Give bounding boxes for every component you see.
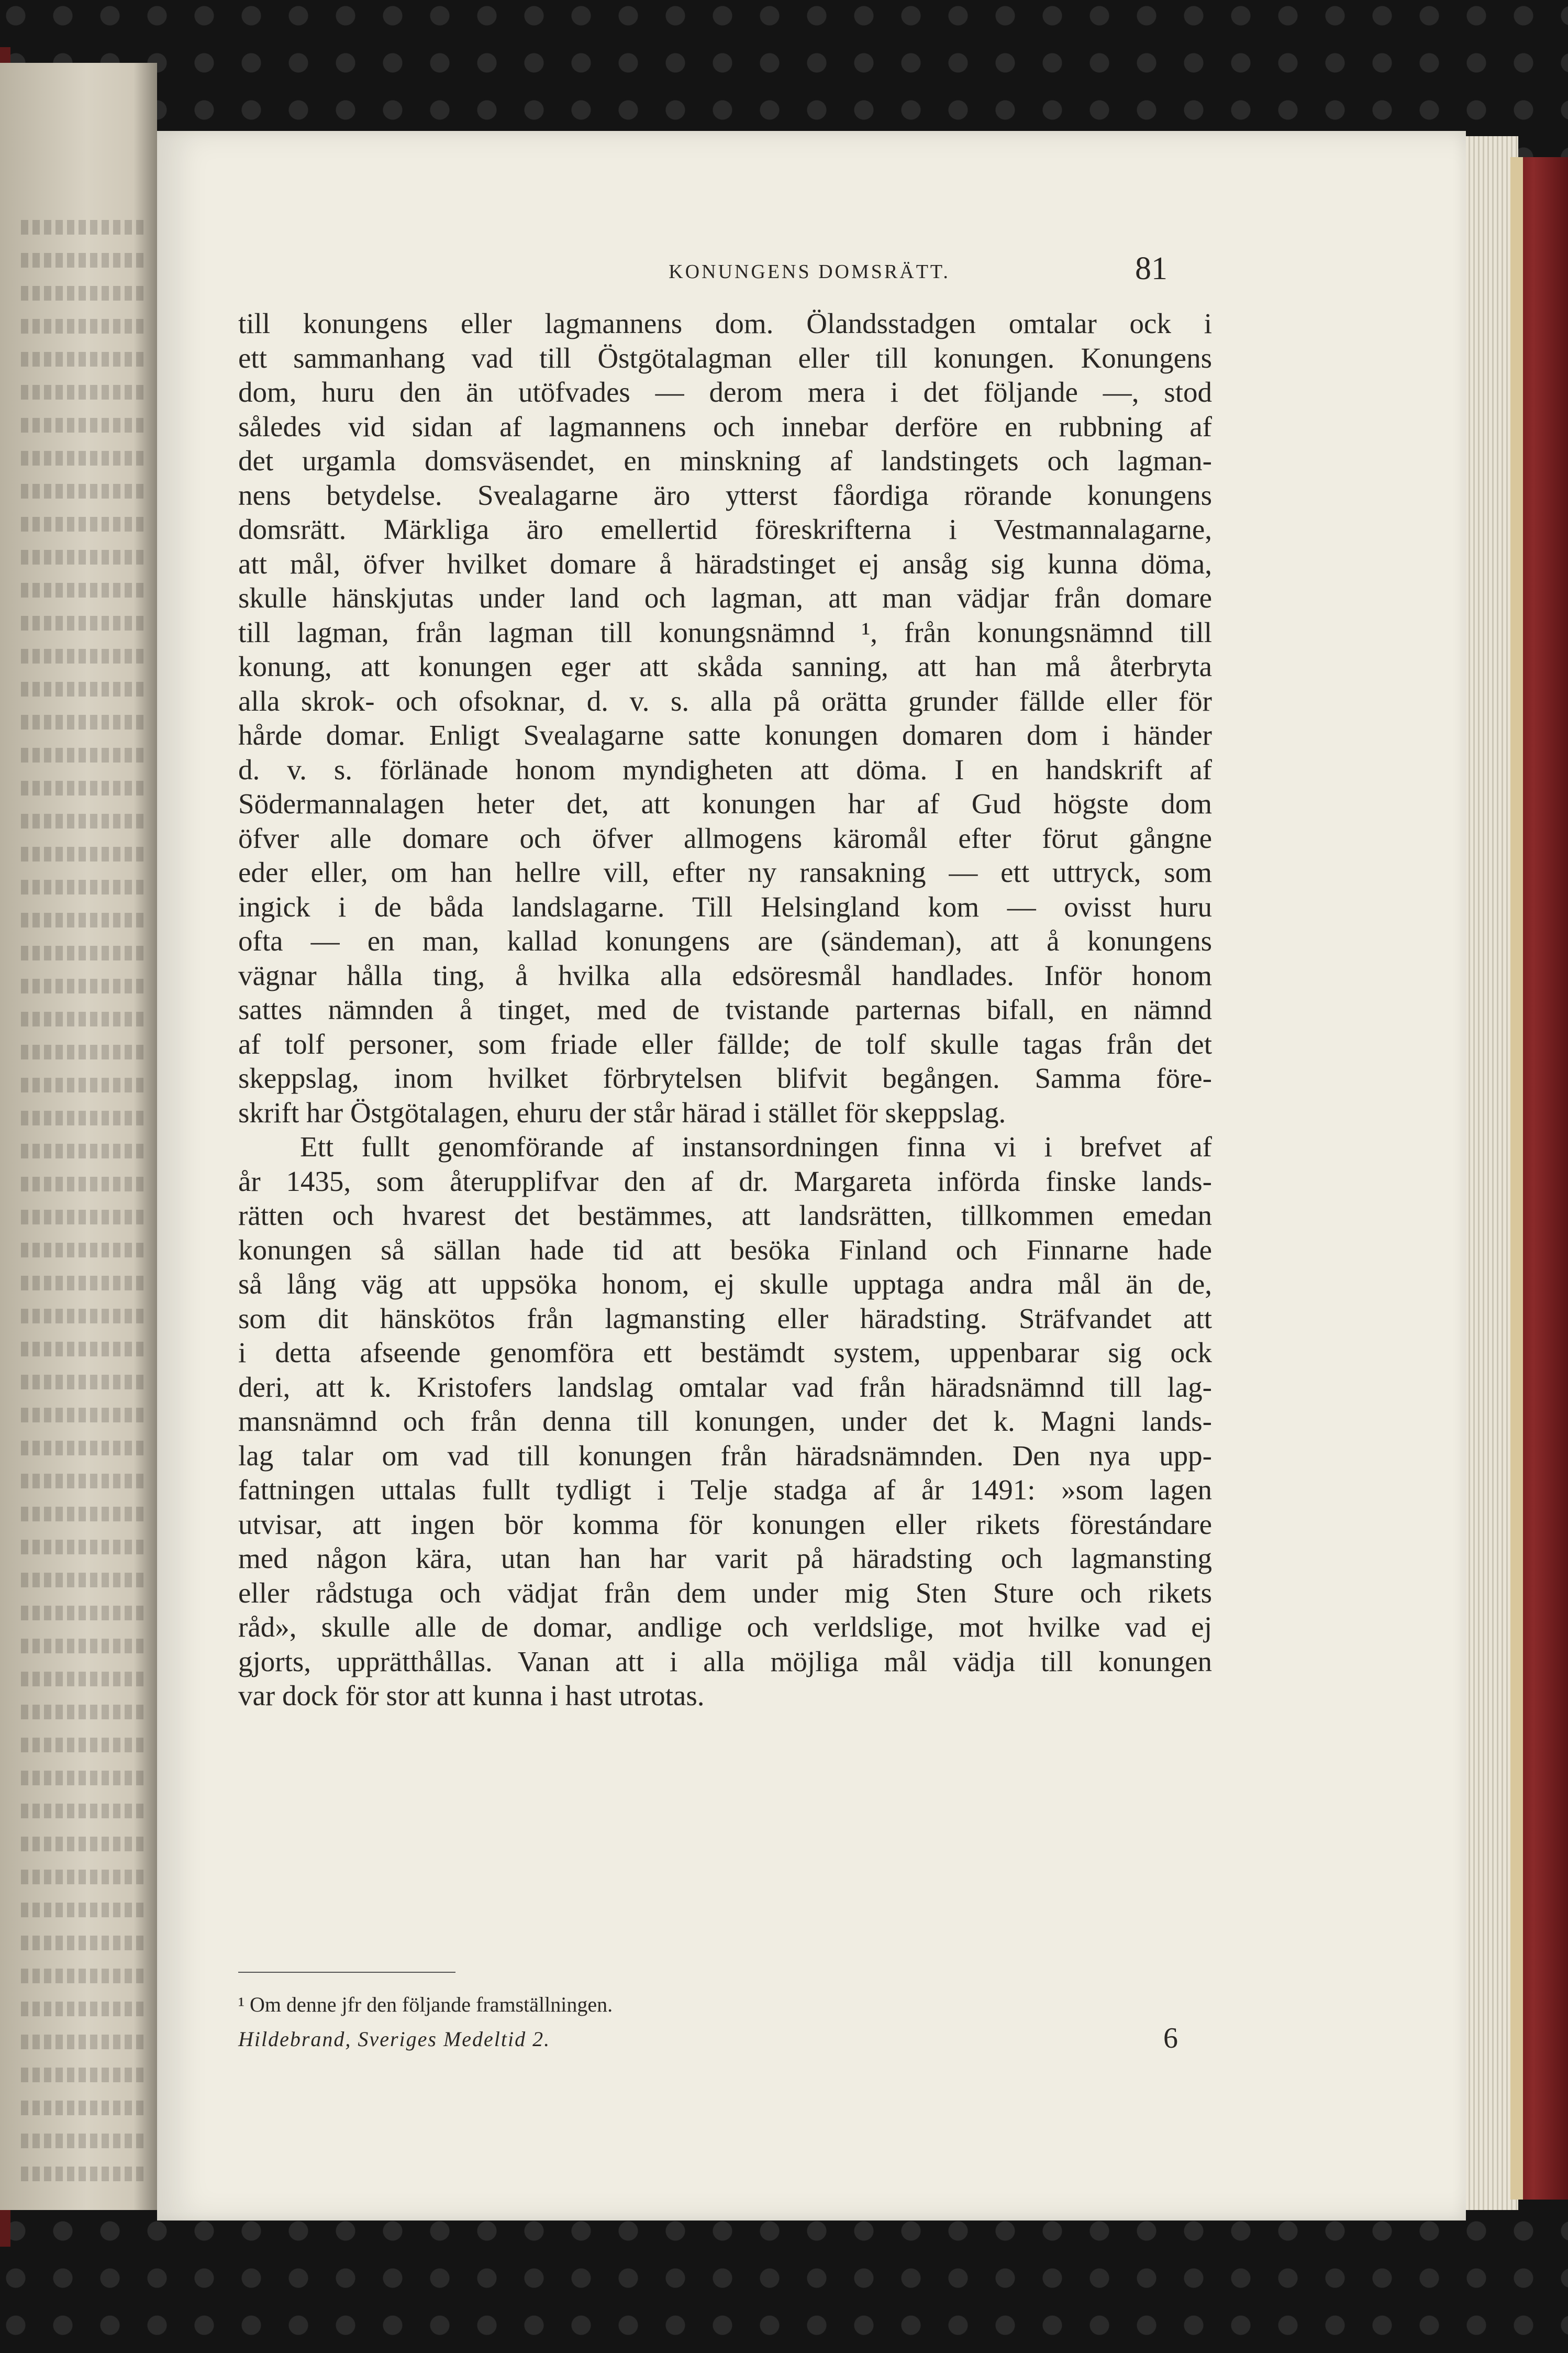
facing-page-text-line xyxy=(21,1144,147,1158)
facing-page-text-line xyxy=(21,1606,147,1620)
facing-page-text-line xyxy=(21,1408,147,1422)
facing-page-text-line xyxy=(21,352,147,367)
facing-page-text-line xyxy=(21,1111,147,1125)
text-line: skulle hänskjutas under land och lagman, att man vädjar från domare xyxy=(238,582,1212,614)
text-line: skeppslag, inom hvilket förbrytelsen blifvit begången. Samma före- xyxy=(238,1062,1212,1094)
text-line: deri, att k. Kristofers landslag omtalar vad från häradsnämnd till lag- xyxy=(238,1371,1212,1403)
text-line: hårde domar. Enligt Svealagarne satte konungen domaren dom i händer xyxy=(238,719,1212,751)
facing-page-text-line xyxy=(21,880,147,894)
facing-page-text-line xyxy=(21,517,147,532)
facing-page-text-line xyxy=(21,385,147,400)
printer-signature: Hildebrand, Sveriges Medeltid 2. xyxy=(238,2027,551,2051)
facing-page-text-line xyxy=(21,847,147,861)
facing-page-text-line xyxy=(21,1771,147,1785)
facing-page-text-line xyxy=(21,1738,147,1752)
text-line: fattningen uttalas fullt tydligt i Telje stadga af år 1491: »som lagen xyxy=(238,1474,1212,1506)
text-line: konungen så sällan hade tid att besöka Finland och Finnarne hade xyxy=(238,1233,1212,1266)
facing-page-text-line xyxy=(21,1837,147,1851)
text-line: Södermannalagen heter det, att konungen har af Gud högste dom xyxy=(238,788,1212,820)
facing-page-text-line xyxy=(21,2035,147,2049)
facing-page-text-line xyxy=(21,1804,147,1818)
text-line: eder eller, om han hellre vill, efter ny ransakning — ett uttryck, som xyxy=(238,856,1212,888)
facing-page-text-line xyxy=(21,814,147,828)
facing-page-text-line xyxy=(21,1441,147,1455)
left-facing-page xyxy=(0,63,157,2210)
text-line: var dock för stor att kunna i hast utrotas. xyxy=(238,1680,705,1711)
text-line: konung, att konungen eger att skåda sanning, att han må återbryta xyxy=(238,650,1212,682)
page-number: 81 xyxy=(1135,251,1167,286)
facing-page-text-line xyxy=(21,781,147,796)
facing-page-text-line xyxy=(21,2101,147,2115)
facing-page-text-line xyxy=(21,1210,147,1224)
facing-page-text-line xyxy=(21,319,147,334)
book-page xyxy=(157,131,1466,2221)
facing-page-text-line xyxy=(21,2068,147,2082)
facing-page-text-line xyxy=(21,946,147,960)
facing-page-text-line xyxy=(21,748,147,763)
facing-page-text-line xyxy=(21,1309,147,1323)
text-line: skrift har Östgötalagen, ehuru der står härad i stället för skeppslag. xyxy=(238,1096,1006,1129)
facing-page-text-line xyxy=(21,1276,147,1290)
facing-page-text-line xyxy=(21,583,147,598)
text-line: nens betydelse. Svealagarne äro ytterst fåordiga rörande konungens xyxy=(238,479,1212,511)
facing-page-text-line xyxy=(21,2134,147,2148)
facing-page-text-line xyxy=(21,979,147,993)
facing-page-text-line xyxy=(21,1639,147,1653)
facing-page-text-line xyxy=(21,1573,147,1587)
body-text xyxy=(238,306,1212,1713)
facing-page-text-line xyxy=(21,253,147,268)
cover-trim xyxy=(1510,157,1523,2200)
text-line: råd», skulle alle de domar, andlige och verldslige, mot hvilke vad ej xyxy=(238,1611,1212,1643)
facing-page-text-line xyxy=(21,1903,147,1917)
facing-page-text-line xyxy=(21,550,147,565)
text-line: som dit hänskötos från lagmansting eller häradsting. Sträfvandet att xyxy=(238,1302,1212,1334)
facing-page-text-line xyxy=(21,418,147,433)
facing-page-text-line xyxy=(21,1045,147,1059)
text-line: med någon kära, utan han har varit på häradsting och lagmansting xyxy=(238,1542,1212,1574)
facing-page-text-line xyxy=(21,1078,147,1092)
text-line: vägnar hålla ting, å hvilka alla edsöresmål handlades. Inför honom xyxy=(238,959,1212,991)
facing-page-text-line xyxy=(21,286,147,301)
facing-page-text-line xyxy=(21,2167,147,2181)
facing-page-text-line xyxy=(21,1375,147,1389)
text-line: dom, huru den än utöfvades — derom mera i det följande —, stod xyxy=(238,376,1212,408)
facing-page-text-line xyxy=(21,1705,147,1719)
facing-page-text-line xyxy=(21,1243,147,1257)
footnote-rule xyxy=(238,1972,455,1973)
footnote: ¹ Om denne jfr den följande framställningen. xyxy=(238,1993,613,2016)
text-line: domsrätt. Märkliga äro emellertid föreskrifterna i Vestmannalagarne, xyxy=(238,513,1212,545)
text-line: alla skrok- och ofsoknar, d. v. s. alla på orätta grunder fällde eller för xyxy=(238,684,1212,717)
facing-page-text-line xyxy=(21,1177,147,1191)
text-line: rätten och hvarest det bestämmes, att landsrätten, tillkommen emedan xyxy=(238,1199,1212,1231)
text-line: eller rådstuga och vädjat från dem under mig Sten Sture och rikets xyxy=(238,1576,1212,1609)
text-line: till lagman, från lagman till konungsnämnd ¹, från konungsnämnd till xyxy=(238,616,1212,648)
text-line: ett sammanhang vad till Östgötalagman eller till konungen. Konungens xyxy=(238,341,1212,374)
text-line: i detta afseende genomföra ett bestämdt system, uppenbarar sig ock xyxy=(238,1336,1212,1368)
facing-page-text-line xyxy=(21,715,147,730)
signature-mark: 6 xyxy=(1163,2022,1178,2054)
text-line: d. v. s. förlänade honom myndigheten att döma. I en handskrift af xyxy=(238,753,1212,786)
text-line: att mål, öfver hvilket domare å häradstinget ej ansåg sig kunna döma, xyxy=(238,547,1212,580)
text-line: det urgamla domsväsendet, en minskning af landstingets och lagman- xyxy=(238,445,1212,477)
facing-page-text-line xyxy=(21,616,147,631)
text-line: Ett fullt genomförande af instansordningen finna vi i brefvet af xyxy=(300,1131,1212,1163)
text-line: af tolf personer, som friade eller fällde; de tolf skulle tagas från det xyxy=(238,1028,1212,1060)
facing-page-text-line xyxy=(21,451,147,466)
facing-page-text-line xyxy=(21,682,147,697)
text-line: så lång väg att uppsöka honom, ej skulle upptaga andra mål än de, xyxy=(238,1268,1212,1300)
facing-page-text-line xyxy=(21,220,147,235)
facing-page-text-line xyxy=(21,1012,147,1026)
text-line: till konungens eller lagmannens dom. Ölandsstadgen omtalar ock i xyxy=(238,307,1212,339)
text-line: ingick i de båda landslagarne. Till Helsingland kom — ovisst huru xyxy=(238,890,1212,923)
text-line: utvisar, att ingen bör komma för konungen eller rikets förestándare xyxy=(238,1508,1212,1540)
facing-page-text-line xyxy=(21,1507,147,1521)
running-head: KONUNGENS DOMSRÄTT. xyxy=(669,261,950,283)
facing-page-text-line xyxy=(21,1672,147,1686)
text-line: mansnämnd och från denna till konungen, under det k. Magni lands- xyxy=(238,1405,1212,1437)
page-edges xyxy=(1461,136,1518,2210)
facing-page-text-line xyxy=(21,1474,147,1488)
text-line: således vid sidan af lagmannens och innebar derföre en rubbning af xyxy=(238,410,1212,443)
text-line: sattes nämnden å tinget, med de tvistande parternas bifall, en nämnd xyxy=(238,993,1212,1025)
text-line: ofta — en man, kallad konungens are (sändeman), att å konungens xyxy=(238,925,1212,957)
facing-page-text-line xyxy=(21,1342,147,1356)
facing-page-text-line xyxy=(21,649,147,664)
text-line: gjorts, upprätthållas. Vanan att i alla möjliga mål vädja till konungen xyxy=(238,1645,1212,1677)
text-line: år 1435, som återupplifvar den af dr. Margareta införda finske lands- xyxy=(238,1165,1212,1197)
facing-page-text-line xyxy=(21,1540,147,1554)
facing-page-text-line xyxy=(21,484,147,499)
facing-page-text-line xyxy=(21,1936,147,1950)
facing-page-text-line xyxy=(21,913,147,927)
facing-page-text-line xyxy=(21,2002,147,2016)
facing-page-text-line xyxy=(21,1969,147,1983)
text-line: lag talar om vad till konungen från häradsnämnden. Den nya upp- xyxy=(238,1439,1212,1472)
facing-page-text-line xyxy=(21,1870,147,1884)
text-line: öfver alle domare och öfver allmogens käromål efter förut gångne xyxy=(238,822,1212,854)
